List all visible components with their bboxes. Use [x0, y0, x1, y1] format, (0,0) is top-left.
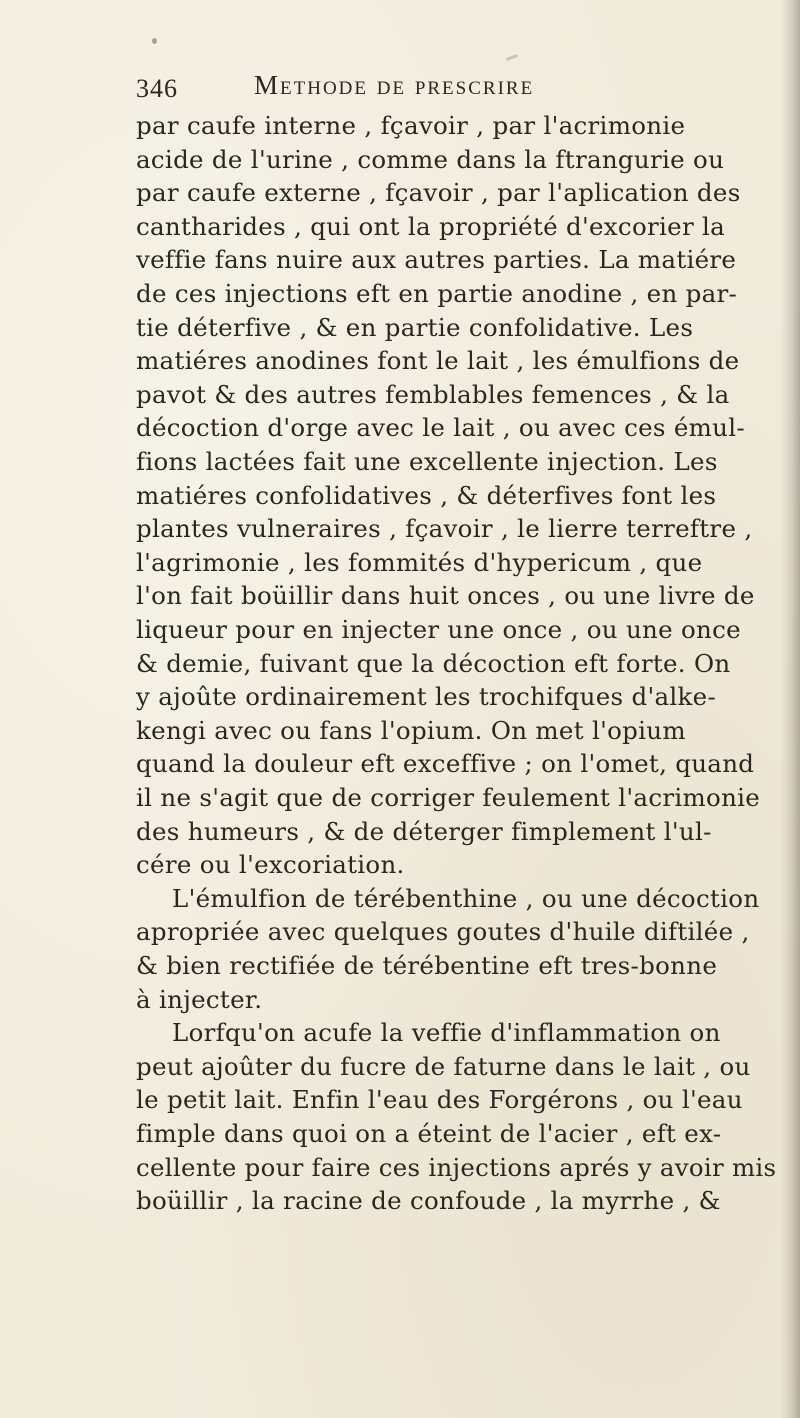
- text-line: plantes vulneraires , fçavoir , le lierre terreftre ,: [136, 514, 753, 544]
- text-line: par caufe interne , fçavoir , par l'acrimonie: [136, 111, 686, 140]
- ink-speck: [152, 38, 157, 44]
- text-line: L'émulfion de térébenthine , ou une décoction: [172, 883, 760, 913]
- text-line: à injecter.: [136, 984, 263, 1014]
- text-line: il ne s'agit que de corriger feulement l'acrimonie: [136, 783, 761, 812]
- text-line: des humeurs , & de déterger fimplement l'ul-: [136, 816, 712, 846]
- text-line: y ajoûte ordinairement les trochifques d'alke-: [136, 682, 717, 712]
- text-line: apropriée avec quelques goutes d'huile diftilée ,: [136, 917, 750, 947]
- text-line: liqueur pour en injecter une once , ou une once: [136, 615, 741, 644]
- ink-speck: [506, 54, 518, 61]
- binding-shadow: [780, 0, 800, 1418]
- page-number: 346: [136, 74, 178, 103]
- running-title: Methode de prescrire: [254, 70, 535, 100]
- text-line: l'on fait boüillir dans huit onces , ou une livre de: [136, 581, 755, 611]
- text-line: cére ou l'excoriation.: [136, 850, 405, 880]
- text-line: acide de l'urine , comme dans la ftrangurie ou: [136, 144, 725, 174]
- text-line: Lorfqu'on acufe la veffie d'inflammation on: [172, 1018, 721, 1048]
- text-line: de ces injections eft en partie anodine , en par-: [136, 279, 738, 308]
- text-line: fimple dans quoi on a éteint de l'acier , eft ex-: [136, 1119, 722, 1148]
- text-line: veffie fans nuire aux autres parties. La matiére: [136, 245, 737, 275]
- text-line: décoction d'orge avec le lait , ou avec ces émul-: [136, 413, 745, 443]
- text-line: & demie, fuivant que la décoction eft forte. On: [136, 648, 731, 678]
- text-line: le petit lait. Enfin l'eau des Forgérons , ou l'eau: [136, 1085, 743, 1115]
- text-line: peut ajoûter du fucre de faturne dans le lait , ou: [136, 1051, 751, 1081]
- text-line: par caufe externe , fçavoir , par l'aplication des: [136, 178, 741, 208]
- text-line: l'agrimonie , les fommités d'hypericum , que: [136, 547, 703, 577]
- text-line: matiéres anodines font le lait , les émulfions de: [136, 346, 740, 376]
- text-line: tie déterfive , & en partie confolidative. Les: [136, 312, 694, 342]
- text-line: fions lactées fait une excellente injection. Les: [136, 447, 718, 476]
- text-line: cantharides , qui ont la propriété d'excorier la: [136, 211, 726, 241]
- page-header: [136, 66, 676, 110]
- text-line: kengi avec ou fans l'opium. On met l'opium: [136, 715, 686, 745]
- text-line: & bien rectifiée de térébentine eft tres-bonne: [136, 951, 718, 980]
- text-line: pavot & des autres femblables femences , & la: [136, 379, 730, 409]
- text-line: matiéres confolidatives , & déterfives font les: [136, 480, 717, 510]
- text-line: boüillir , la racine de confoude , la myrrhe , &: [136, 1186, 721, 1216]
- text-line: cellente pour faire ces injections aprés y avoir mis: [136, 1152, 777, 1182]
- text-line: quand la douleur eft exceffive ; on l'omet, quand: [136, 749, 755, 779]
